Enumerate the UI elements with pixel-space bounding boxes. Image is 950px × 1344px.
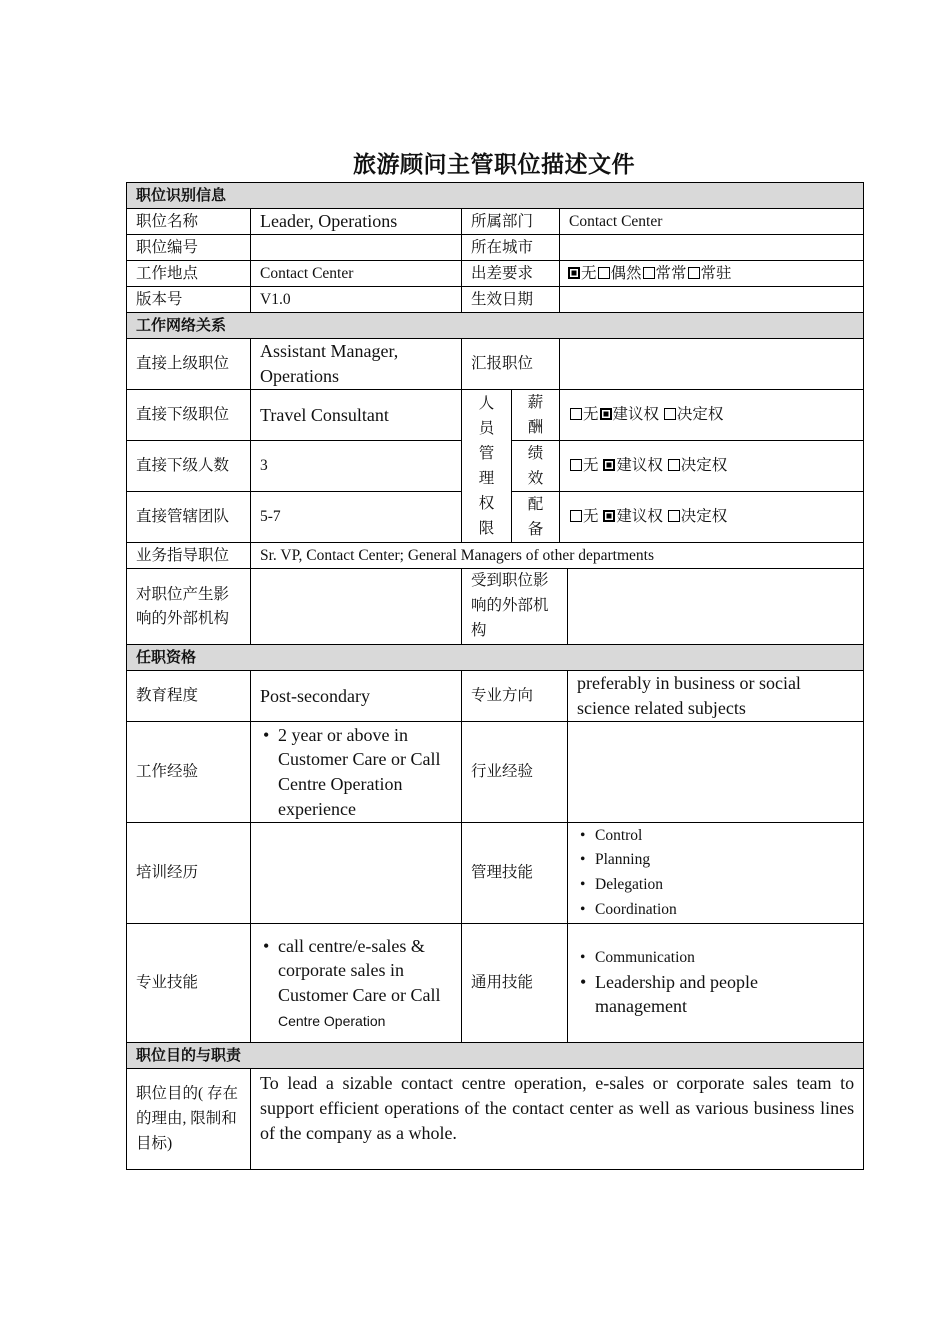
allocation-authority [560, 492, 864, 543]
department-value: Contact Center [560, 209, 864, 235]
pro-skills-label: 专业技能 [127, 924, 251, 1043]
section-purpose: 职位目的与职责 [127, 1043, 864, 1069]
performance-suggest-label: 建议权 [616, 457, 663, 475]
position-code-label: 职位编号 [127, 235, 251, 261]
position-name-label: 职位名称 [127, 209, 251, 235]
experience-value [251, 722, 462, 823]
salary-suggest-label: 建议权 [612, 406, 660, 424]
travel-occasional-checkbox[interactable] [598, 267, 610, 279]
section-identity: 职位识别信息 [127, 183, 864, 209]
travel-resident-label: 常驻 [700, 264, 732, 282]
travel-none-label: 无 [581, 264, 597, 282]
allocation-suggest-label: 建议权 [616, 508, 663, 526]
report-value [560, 339, 864, 390]
allocation-none-checkbox[interactable] [570, 510, 582, 522]
subordinate-count-label: 直接下级人数 [127, 441, 251, 492]
purpose-label: 职位目的( 存在的理由, 限制和目标) [127, 1069, 251, 1170]
city-label: 所在城市 [462, 235, 560, 261]
education-value: Post-secondary [251, 671, 462, 722]
mgmt-skill-item: • Control [595, 824, 854, 849]
salary-none-label: 无 [583, 406, 599, 424]
industry-label: 行业经验 [462, 722, 568, 823]
salary-decide-label: 决定权 [676, 406, 724, 424]
general-skills-label: 通用技能 [462, 924, 568, 1043]
salary-authority [560, 390, 864, 441]
allocation-label: 配 备 [512, 492, 560, 543]
mgmt-skill-item: • Delegation [595, 873, 854, 898]
position-code-value [251, 235, 462, 261]
version-value: V1.0 [251, 287, 462, 313]
pro-skill-item: • call centre/e-sales & corporate sales in Customer Care or Call Centre Operation [278, 934, 452, 1033]
performance-authority [560, 441, 864, 492]
training-label: 培训经历 [127, 823, 251, 924]
travel-label: 出差要求 [462, 261, 560, 287]
general-skill-item: • Communication [595, 947, 854, 969]
team-label: 直接管辖团队 [127, 492, 251, 543]
salary-none-checkbox[interactable] [570, 408, 582, 420]
salary-label: 薪 酬 [512, 390, 560, 441]
performance-decide-label: 决定权 [680, 457, 728, 475]
subordinate-label: 直接下级职位 [127, 390, 251, 441]
salary-suggest-checkbox[interactable] [600, 408, 612, 420]
section-network: 工作网络关系 [127, 313, 864, 339]
superior-label: 直接上级职位 [127, 339, 251, 390]
superior-value: Assistant Manager, Operations [251, 339, 462, 390]
position-name-value: Leader, Operations [251, 209, 462, 235]
general-skill-item: • Leadership and people management [595, 970, 854, 1020]
pro-skills-value [251, 924, 462, 1043]
travel-often-label: 常常 [655, 264, 687, 282]
job-description-form [126, 182, 863, 1170]
performance-label: 绩 效 [512, 441, 560, 492]
travel-none-checkbox[interactable] [568, 267, 580, 279]
effective-date-label: 生效日期 [462, 287, 560, 313]
training-value [251, 823, 462, 924]
performance-none-checkbox[interactable] [570, 459, 582, 471]
travel-occasional-label: 偶然 [610, 264, 642, 282]
influence-out-value [251, 569, 462, 645]
location-value: Contact Center [251, 261, 462, 287]
travel-resident-checkbox[interactable] [688, 267, 700, 279]
mgmt-skills-label: 管理技能 [462, 823, 568, 924]
mgmt-skills-value [568, 823, 864, 924]
mgmt-authority-label: 人 员 管 理 权 限 [462, 390, 512, 543]
travel-options [560, 261, 864, 287]
location-label: 工作地点 [127, 261, 251, 287]
subordinate-count-value: 3 [251, 441, 462, 492]
experience-item: • 2 year or above in Customer Care or Call Centre Operation experience [278, 723, 452, 822]
major-label: 专业方向 [462, 671, 568, 722]
mgmt-skill-item: • Planning [595, 848, 854, 873]
report-label: 汇报职位 [462, 339, 560, 390]
influenced-by-value [568, 569, 864, 645]
general-skills-value [568, 924, 864, 1043]
subordinate-value: Travel Consultant [251, 390, 462, 441]
performance-decide-checkbox[interactable] [668, 459, 680, 471]
purpose-value: To lead a sizable contact centre operation, e-sales or corporate sales team to support efficient operations of the contact center as well as various business lines of the company as a whole. [251, 1069, 864, 1170]
experience-label: 工作经验 [127, 722, 251, 823]
team-value: 5-7 [251, 492, 462, 543]
allocation-decide-label: 决定权 [680, 508, 728, 526]
version-label: 版本号 [127, 287, 251, 313]
major-value: preferably in business or social science related subjects [568, 671, 864, 722]
guidance-value: Sr. VP, Contact Center; General Managers of other departments [251, 543, 864, 569]
mgmt-skill-item: • Coordination [595, 898, 854, 923]
performance-none-label: 无 [583, 457, 599, 475]
travel-often-checkbox[interactable] [643, 267, 655, 279]
allocation-decide-checkbox[interactable] [668, 510, 680, 522]
city-value [560, 235, 864, 261]
industry-value [568, 722, 864, 823]
salary-decide-checkbox[interactable] [664, 408, 676, 420]
form-table [126, 182, 864, 1170]
effective-date-value [560, 287, 864, 313]
department-label: 所属部门 [462, 209, 560, 235]
education-label: 教育程度 [127, 671, 251, 722]
influence-out-label: 对职位产生影响的外部机构 [127, 569, 251, 645]
allocation-none-label: 无 [583, 508, 599, 526]
influenced-by-label: 受到职位影响的外部机构 [462, 569, 568, 645]
guidance-label: 业务指导职位 [127, 543, 251, 569]
section-qualification: 任职资格 [127, 645, 864, 671]
performance-suggest-checkbox[interactable] [603, 459, 615, 471]
page-title: 旅游顾问主管职位描述文件 [353, 152, 635, 178]
allocation-suggest-checkbox[interactable] [603, 510, 615, 522]
